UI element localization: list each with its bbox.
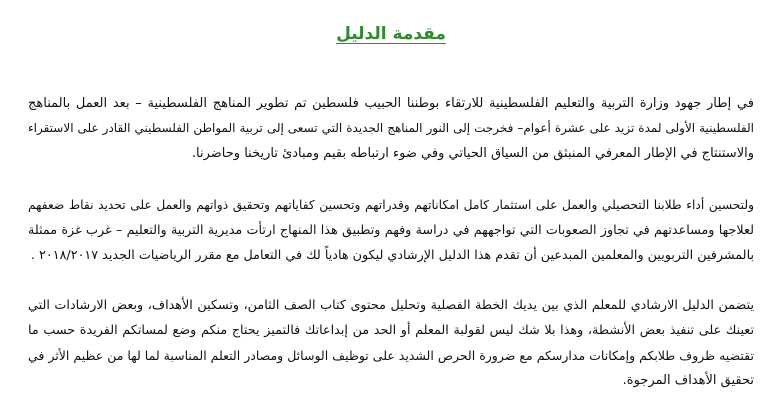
- paragraph-line: تحقيق الأهداف المرجوة.: [622, 373, 754, 388]
- page-title: مقدمة الدليل: [336, 24, 446, 44]
- paragraph-line: الفلسطينية الأولى لمدة تزيد على عشرة أعوام– فخرجت إلى النور المناهج الجديدة التي تسعى إلى تربية المواطن الفلسطيني القادر على الاستقراء: [28, 121, 754, 135]
- paragraph-line: والاستنتاج في الإطار المعرفي المنبثق من السياق الحياتي وفي ضوء ارتباطه بقيم ومبادئ تاريخنا وحاضرنا.: [191, 146, 754, 161]
- paragraph-line: في إطار جهود وزارة التربية والتعليم الفلسطينية للارتقاء بوطننا الحبيب فلسطين تم تطوير المناهج الفلسطينية – بعد العمل بالمناهج: [28, 96, 754, 111]
- document-page: [28, 0, 754, 405]
- paragraph-line: ولتحسين أداء طلابنا التحصيلي والعمل على استثمار كامل امكاناتهم وقدراتهم وتحسين كفاياتهم وتحقيق ذواتهم والعمل على تحديد نقاط ضعفهم: [28, 198, 754, 212]
- paragraph-intro: [28, 91, 754, 166]
- paragraph-purpose: [28, 193, 754, 268]
- paragraph-contents: [28, 293, 754, 393]
- paragraph-line: لعلاجها ومساعدتهم في تجاوز الصعوبات التي تواجههم في دراسة وفهم وتطبيق هذا المنهاج ارتأت مديرية التربية والتعليم – غرب غزة ممثلة: [28, 223, 754, 238]
- paragraph-line: بالمشرفين التربويين والمعلمين المبدعين أن تقدم هذا الدليل الإرشادي ليكون هادياً لك في التعامل مع مقرر الرياضيات الجديد ٢٠١٨/٢٠١٧ .: [30, 248, 754, 263]
- paragraph-line: تعينك على تنفيذ بعض الأنشطة، وهذا بلا شك ليس لقولبة المعلم أو الحد من إبداعاتك فالتميز يحتاج منكم وضع لمساتكم الفريدة حسب ما: [28, 323, 754, 338]
- paragraph-line: تقتضيه ظروف طلابكم وإمكانات مدارسكم مع ضرورة الحرص الشديد على توظيف الوسائل ومصادر التعلم المناسبة لما لها من عظيم الأثر في: [28, 348, 754, 363]
- paragraph-line: يتضمن الدليل الارشادي للمعلم الذي بين يديك الخطة الفصلية وتحليل محتوى كتاب الصف الثامن، وتسكين الأهداف، وبعض الارشادات التي: [28, 298, 754, 313]
